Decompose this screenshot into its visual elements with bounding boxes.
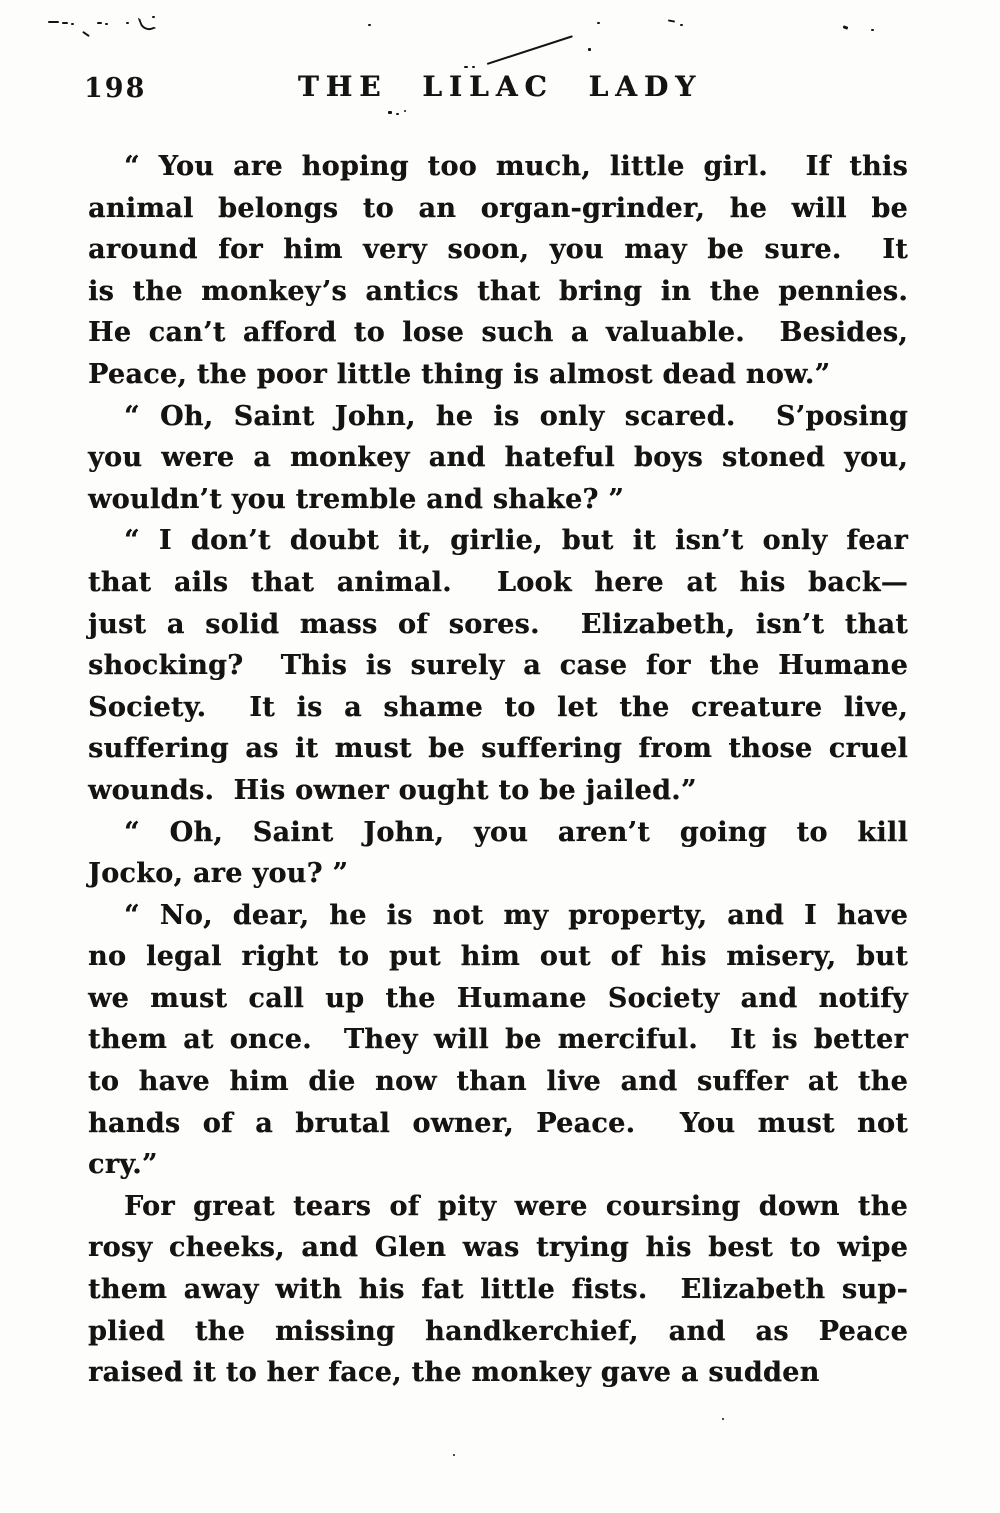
text-line: wounds. His owner ought to be jailed.”	[88, 774, 697, 806]
speck	[597, 22, 600, 24]
text-line: that ails that animal. Look here at his back—	[88, 566, 908, 598]
paragraph	[88, 520, 908, 811]
speck	[126, 22, 129, 24]
text-line: raised it to her face, the monkey gave a sudden	[88, 1357, 820, 1389]
text-line: For great tears of pity were coursing down the	[124, 1190, 908, 1222]
text-line: “ Oh, Saint John, you aren’t going to kill	[124, 816, 908, 848]
text-line: shocking? This is surely a case for the Humane	[88, 650, 908, 682]
paragraph	[88, 146, 908, 396]
text-line: them at once. They will be merciful. It is better	[88, 1024, 908, 1056]
paragraph	[88, 1186, 908, 1394]
speck	[668, 19, 675, 22]
text-line: you were a monkey and hateful boys stoned you,	[88, 442, 908, 474]
text-line: cry.”	[88, 1149, 158, 1181]
speck	[871, 29, 874, 31]
speck	[62, 22, 68, 24]
speck	[82, 31, 90, 37]
speck	[843, 25, 849, 30]
speck	[48, 21, 59, 23]
speck	[472, 66, 475, 68]
text-line: just a solid mass of sores. Elizabeth, isn’t that	[88, 608, 908, 640]
speck	[368, 24, 371, 26]
speck	[152, 16, 155, 18]
text-line: no legal right to put him out of his misery, but	[88, 941, 908, 973]
page-header	[0, 70, 1000, 110]
paragraph	[88, 812, 908, 895]
speck	[453, 1454, 455, 1456]
text-line: is the monkey’s antics that bring in the pennies.	[88, 275, 908, 307]
text-line: animal belongs to an organ-grinder, he will be	[88, 192, 908, 224]
text-line: suffering as it must be suffering from those cruel	[88, 733, 908, 765]
text-line: Peace, the poor little thing is almost dead now.”	[88, 358, 831, 390]
speck	[680, 24, 683, 26]
text-line: around for him very soon, you may be sure. It	[88, 234, 908, 266]
speck	[588, 48, 591, 51]
speck	[388, 111, 392, 114]
text-line: “ No, dear, he is not my property, and I have	[124, 899, 908, 931]
running-title: THE LILAC LADY	[297, 70, 703, 103]
text-line: “ Oh, Saint John, he is only scared. S’posing	[124, 400, 908, 432]
text-line: Society. It is a shame to let the creature live,	[88, 691, 908, 723]
speck	[722, 1418, 724, 1420]
body-text	[88, 146, 908, 1394]
text-line: He can’t afford to lose such a valuable. Besides,	[88, 317, 908, 349]
text-line: Jocko, are you? ”	[88, 858, 349, 890]
text-line: them away with his fat little fists. Elizabeth sup-	[88, 1274, 908, 1306]
text-line: wouldn’t you tremble and shake? ”	[88, 483, 625, 515]
speck	[105, 23, 108, 25]
speck	[71, 23, 74, 25]
speck	[464, 66, 468, 68]
page-number: 198	[84, 73, 147, 104]
text-line: “ You are hoping too much, little girl. If this	[124, 151, 908, 182]
text-line: “ I don’t doubt it, girlie, but it isn’t only fear	[124, 525, 908, 557]
paragraph	[88, 396, 908, 521]
text-line: plied the missing handkerchief, and as Peace	[88, 1315, 908, 1347]
text-line: we must call up the Humane Society and notify	[88, 982, 908, 1014]
text-line: rosy cheeks, and Glen was trying his best to wipe	[88, 1232, 908, 1264]
text-line: to have him die now than live and suffer at the	[88, 1066, 908, 1098]
scratch-line	[487, 35, 573, 65]
speck	[404, 110, 406, 112]
speck	[396, 113, 399, 115]
speck	[97, 22, 102, 24]
text-line: hands of a brutal owner, Peace. You must not	[88, 1107, 908, 1139]
paragraph	[88, 895, 908, 1186]
